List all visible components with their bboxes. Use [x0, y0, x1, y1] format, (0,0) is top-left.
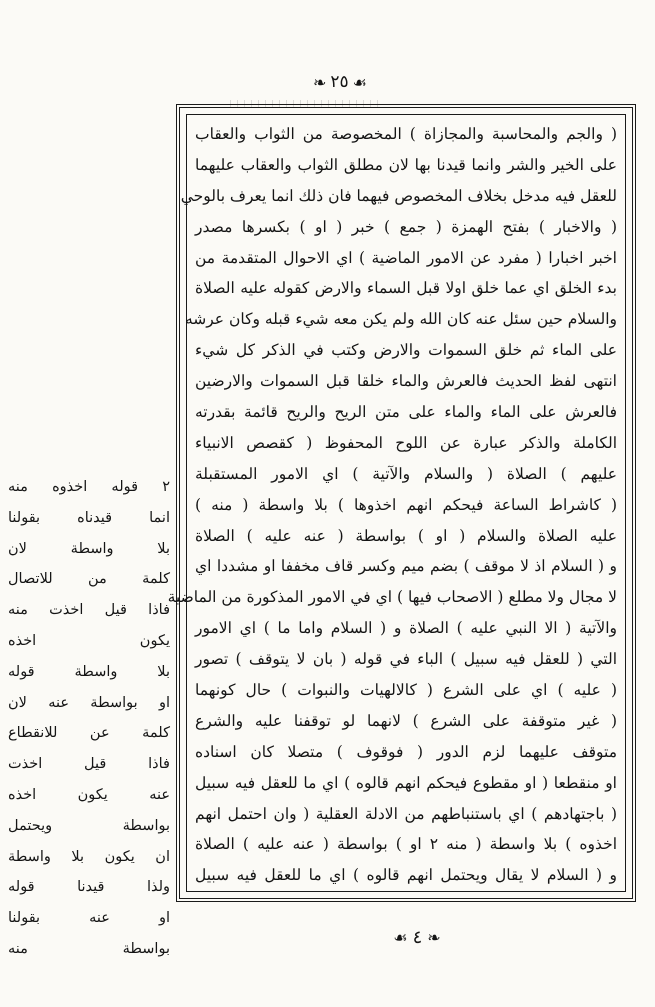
margin-line: فاذا قيل اخذت [8, 756, 170, 773]
margin-line: يكون اخذه [8, 632, 170, 649]
text-line: متوقف عليهما لزم الدور ( فوقوف ) متصلا كان اسناده [195, 742, 617, 761]
margin-line: او بواسطة عنه لان [8, 694, 170, 711]
text-line: والآتية ( الا النبي عليه ) الصلاة و ( السلام واما ما ) اي الامور [195, 619, 617, 638]
text-line: ( عليه ) اي على الشرع ( كالالهيات والنبوات ) حال كونهما [195, 681, 617, 700]
margin-line: بلا واسطة لان [8, 540, 170, 557]
text-line: او منقطعا ( او مقطوع فيحكم انهم قالوه ) اي ما للعقل فيه سبيل [195, 773, 617, 792]
footer-page-number: ٤ [412, 926, 423, 948]
text-line: و ( السلام لا يقال ويحتمل انهم قالوه ) اي ما للعقل فيه سبيل [195, 866, 617, 885]
text-line: ( والاخبار ) بفتح الهمزة ( جمع ) خبر ( او ) بكسرها مصدر [195, 217, 617, 236]
page-header [300, 68, 380, 96]
main-text-body [167, 114, 626, 892]
text-line: عليهم ) الصلاة ( والسلام والآتية ) اي الامور المستقبلة [195, 464, 617, 483]
text-line: ( كاشراط الساعة فيحكم انهم اخذوها ) بلا واسطة ( منه ) [195, 495, 617, 514]
page-footer [372, 922, 462, 952]
margin-line: كلمة من للاتصال [8, 571, 170, 588]
text-line: ( والجم والمحاسبة والمجازاة ) المخصوصة من الثواب والعقاب [195, 125, 617, 143]
header-ornament-left-icon: ☙ [352, 72, 368, 92]
margin-line: ان يكون بلا واسطة [8, 848, 170, 865]
page-number: ٢٥ [330, 72, 349, 92]
text-line: اخذوه ) بلا واسطة ( منه ٢ او ) بواسطة ( عنه عليه ) الصلاة [195, 835, 617, 854]
text-line: بدء الخلق اي عما خلق اولا قبل السماء والارض كقوله عليه الصلاة [195, 279, 617, 298]
margin-line: كلمة عن للانقطاع [8, 725, 170, 742]
margin-line: انما قيدناه بقولنا [8, 509, 170, 526]
margin-line: ولذا قيدنا قوله [8, 879, 170, 896]
text-line: والسلام حين سئل عنه كان الله ولم يكن معه شيء قبله وكان عرشه [184, 310, 617, 329]
text-line: و ( السلام اذ لا موقف ) بضم ميم وكسر قاف مخففا او مشددا اي [195, 557, 617, 576]
header-ornament-right-icon: ❧ [313, 72, 327, 92]
text-line: على الماء ثم خلق السموات والارض وكتب في الذكر كل شيء [195, 341, 617, 360]
text-line: ( باجتهادهم ) اي باستنباطهم من الادلة العقلية ( وان احتمل انهم [195, 804, 617, 823]
text-line: الكاملة والذكر عبارة عن اللوح المحفوظ ( كقصص الانبياء [195, 433, 617, 452]
text-line: انتهى لفظ الحديث فالعرش والماء خلقا قبل السموات والارضين [195, 372, 617, 391]
margin-line: او عنه بقولنا [8, 910, 170, 927]
margin-line: ٢ قوله اخذوه منه [8, 479, 170, 495]
margin-line: عنه يكون اخذه [8, 786, 170, 803]
text-line: على الخير والشر وانما قيدنا بها لان مطلق الثواب والعقاب عليهما [195, 155, 617, 174]
margin-line: بواسطة ويحتمل [8, 817, 170, 834]
text-line: عليه الصلاة والسلام ( او ) بواسطة ( عنه عليه ) الصلاة [195, 526, 617, 545]
text-line: اخبر اخبارا ( مفرد عن الامور الماضية ) اي الاحوال المتقدمة من [195, 248, 617, 267]
margin-line: بلا واسطة قوله [8, 663, 170, 680]
main-text-frame [167, 104, 636, 902]
text-line: فالعرش على الماء والماء على متن الريح والريح قائمة بقدرته [195, 403, 617, 422]
text-line: للعقل فيه مدخل بخلاف المخصوص فيهما فان ذلك انما يعرف بالوحي [180, 186, 617, 205]
text-line: التي ( للعقل فيه سبيل ) الباء في قوله ( بان لا يتوقف ) تصور [195, 650, 617, 669]
text-line: ( غير متوقفة على الشرع ) لانهما لو توقفنا عليه والشرع [195, 711, 617, 730]
margin-line: بواسطة منه [8, 940, 170, 957]
marginal-note [8, 472, 170, 957]
text-line: لا مجال ولا مطلع ( الاصحاب فيها ) اي في الامور المذكورة من الماضية [167, 588, 617, 607]
footer-ornament-right-icon: ❧ [427, 927, 441, 947]
margin-line: فاذا قيل اخذت منه [8, 602, 170, 619]
footer-ornament-left-icon: ☙ [393, 927, 408, 947]
